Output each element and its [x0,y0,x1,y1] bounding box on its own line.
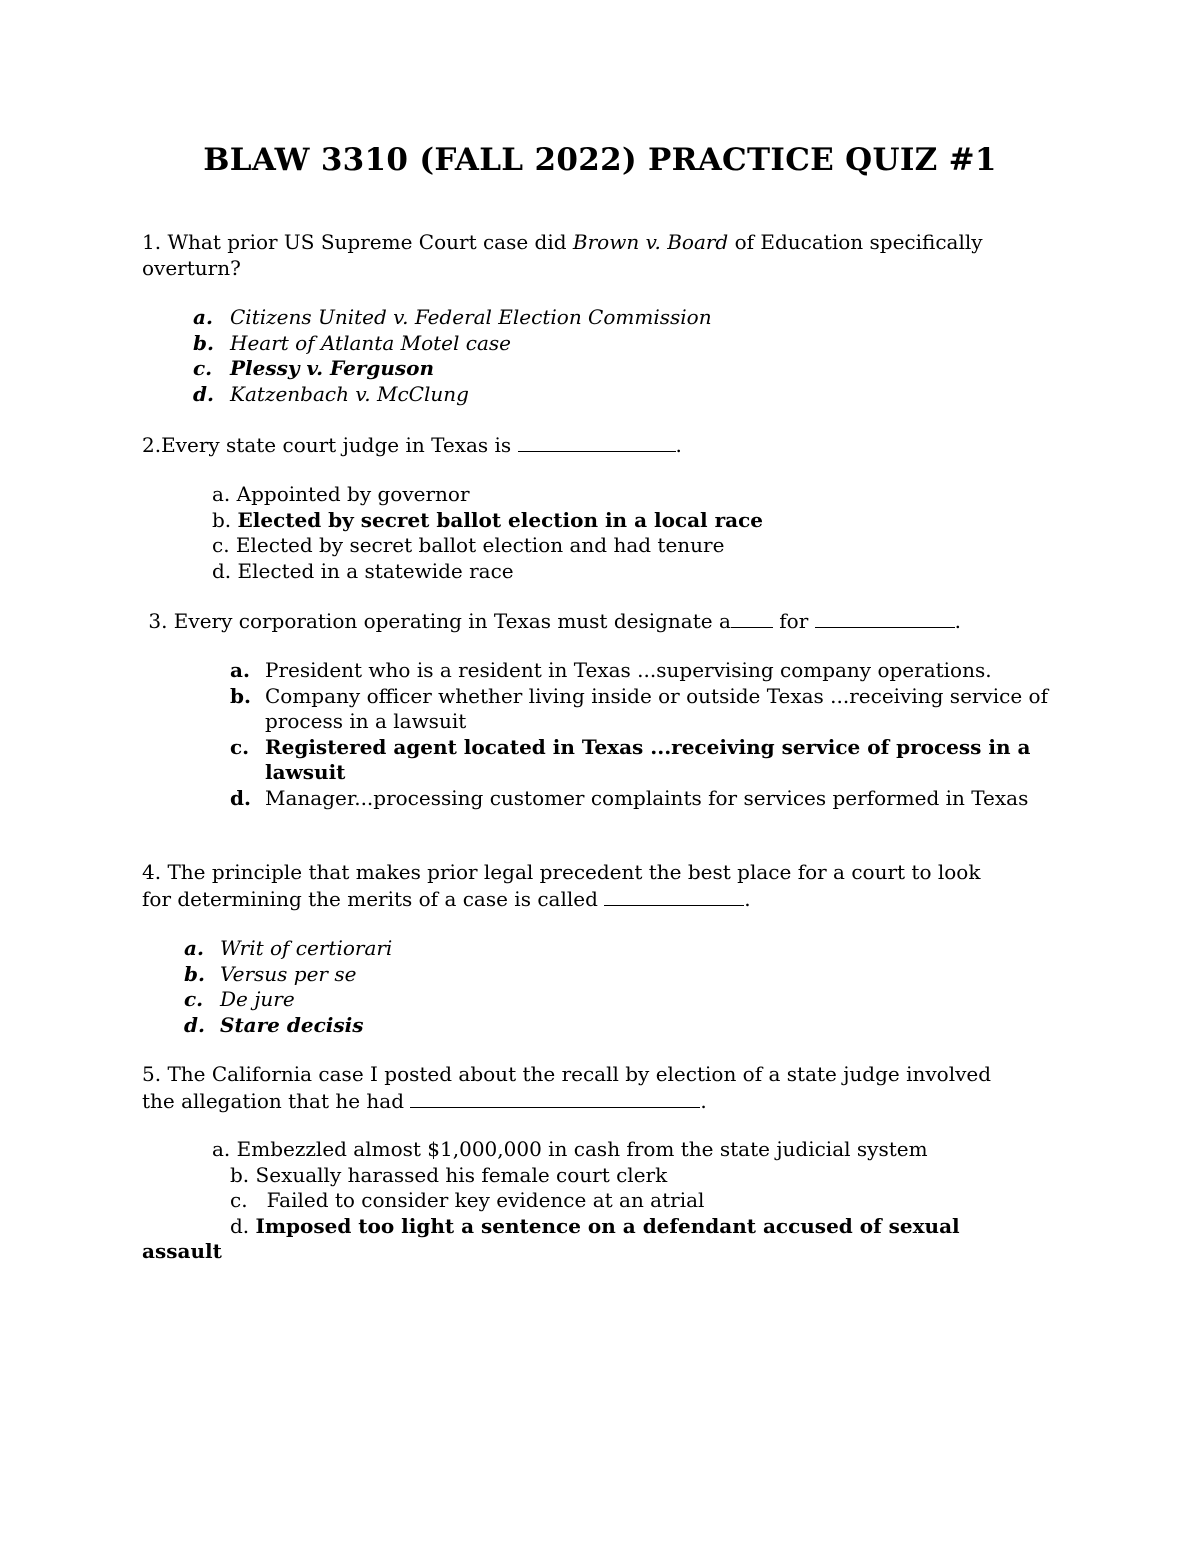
question-5-stem-cont: the allegation that he had . [142,1088,707,1113]
answer-blank [410,1088,700,1108]
question-3-stem: 3. Every corporation operating in Texas must designate a for . [142,609,961,633]
option-c: c. Plessy v. Ferguson [193,356,435,380]
option-d: d. Manager...processing customer complaints for services performed in Texas [230,785,1029,810]
answer-blank [518,432,676,452]
question-1-stem-cont: overturn? [142,255,241,280]
question-number: 1. [142,230,168,254]
answer-blank [731,608,773,628]
question-5-option-d-cont: assault [142,1239,222,1263]
question-4-options [184,936,1104,1038]
question-2 [142,432,1062,458]
option-b: b. Heart of Atlanta Motel case [193,330,511,355]
case-name: Brown v. Board [572,230,729,254]
option-c: c. Registered agent located in Texas ...receiving service of process in a lawsuit [230,734,1031,784]
question-5-options [212,1137,1132,1239]
question-5 [142,1062,1062,1113]
option-d: d. Katzenbach v. McClung [193,381,469,406]
question-2-options [212,482,1132,584]
option-a: a. President who is a resident in Texas ...supervising company operations. [230,658,992,682]
question-4-stem: 4. The principle that makes prior legal precedent the best place for a court to look [142,860,981,884]
question-1-stem: 1. What prior US Supreme Court case did Brown v. Board of Education specifically [142,230,983,254]
option-b: b. Elected by secret ballot election in a local race [212,507,764,532]
question-2-stem: 2.Every state court judge in Texas is . [142,433,682,457]
option-d: d. Imposed too light a sentence on a defendant accused of sexual [230,1213,960,1238]
option-c: c. Failed to consider key evidence at an atrial [230,1188,705,1212]
option-c: c. Elected by secret ballot election and had tenure [212,533,725,557]
question-4-stem-cont: for determining the merits of a case is called . [142,886,751,911]
option-a: a. Writ of certiorari [184,936,393,960]
question-4 [142,860,1062,911]
option-a: a. Embezzled almost $1,000,000 in cash from the state judicial system [212,1137,928,1161]
option-a: a. Appointed by governor [212,482,470,506]
option-b: b. Company officer whether living inside or outside Texas ...receiving service of process in a lawsuit [230,683,1048,733]
answer-blank [815,608,955,628]
option-a: a. Citizens United v. Federal Election Commission [193,305,712,329]
question-3 [142,608,1062,634]
question-1 [142,230,1062,281]
question-5-stem: 5. The California case I posted about the recall by election of a state judge involved [142,1062,992,1086]
option-d: d. Elected in a statewide race [212,558,514,583]
option-b: b. Versus per se [184,961,357,986]
option-b: b. Sexually harassed his female court clerk [230,1162,668,1187]
option-d: d. Stare decisis [184,1012,364,1037]
question-3-options [230,658,1060,811]
page-title: BLAW 3310 (FALL 2022) PRACTICE QUIZ #1 [203,142,997,178]
question-1-options [193,305,1113,407]
option-c: c. De jure [184,987,295,1011]
answer-blank [604,886,744,906]
